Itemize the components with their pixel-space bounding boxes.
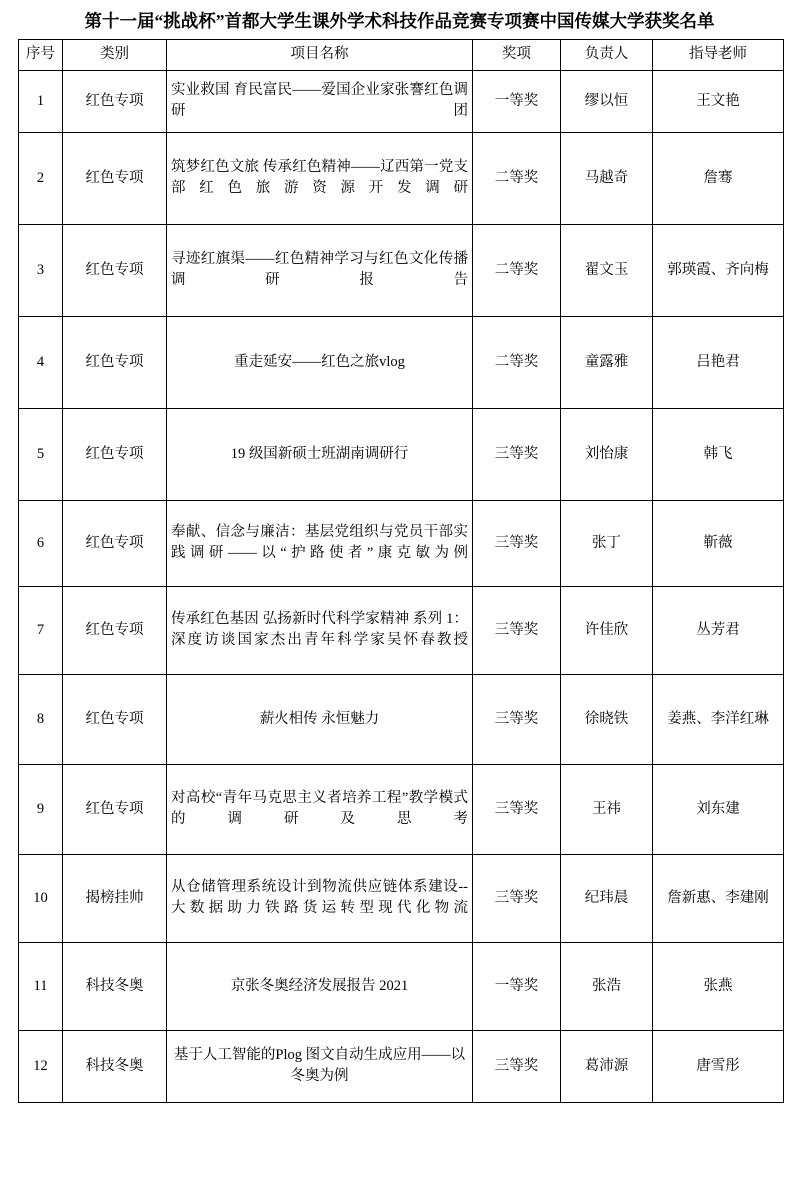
cell-award: 三等奖 xyxy=(473,586,561,674)
cell-project: 重走延安——红色之旅vlog xyxy=(167,316,473,408)
cell-category: 红色专项 xyxy=(63,764,167,854)
cell-award: 三等奖 xyxy=(473,1030,561,1102)
cell-project: 19 级国新硕士班湖南调研行 xyxy=(167,408,473,500)
table-row xyxy=(19,674,784,764)
cell-project: 薪火相传 永恒魅力 xyxy=(167,674,473,764)
cell-index: 2 xyxy=(19,132,63,224)
column-header-index: 序号 xyxy=(19,39,63,70)
table-body xyxy=(19,70,784,1102)
cell-leader: 纪玮晨 xyxy=(561,854,653,942)
cell-index: 3 xyxy=(19,224,63,316)
cell-category: 红色专项 xyxy=(63,586,167,674)
cell-teacher: 吕艳君 xyxy=(653,316,784,408)
cell-index: 10 xyxy=(19,854,63,942)
table-row xyxy=(19,1030,784,1102)
cell-project: 京张冬奥经济发展报告 2021 xyxy=(167,942,473,1030)
cell-leader: 葛沛源 xyxy=(561,1030,653,1102)
cell-leader: 缪以恒 xyxy=(561,70,653,132)
table-header-row xyxy=(19,39,784,70)
column-header-category: 类别 xyxy=(63,39,167,70)
cell-index: 6 xyxy=(19,500,63,586)
cell-leader: 徐晓铁 xyxy=(561,674,653,764)
column-header-leader: 负责人 xyxy=(561,39,653,70)
cell-leader: 翟文玉 xyxy=(561,224,653,316)
cell-award: 二等奖 xyxy=(473,132,561,224)
cell-category: 红色专项 xyxy=(63,224,167,316)
table-row xyxy=(19,224,784,316)
table-row xyxy=(19,586,784,674)
cell-leader: 许佳欣 xyxy=(561,586,653,674)
cell-teacher: 詹新惠、李建刚 xyxy=(653,854,784,942)
cell-project: 实业救国 育民富民——爱国企业家张謇红色调研团 xyxy=(167,70,473,132)
cell-teacher: 丛芳君 xyxy=(653,586,784,674)
cell-category: 红色专项 xyxy=(63,674,167,764)
cell-category: 红色专项 xyxy=(63,70,167,132)
cell-award: 三等奖 xyxy=(473,674,561,764)
cell-award: 一等奖 xyxy=(473,70,561,132)
cell-category: 科技冬奥 xyxy=(63,1030,167,1102)
cell-award: 三等奖 xyxy=(473,500,561,586)
cell-teacher: 唐雪彤 xyxy=(653,1030,784,1102)
cell-index: 11 xyxy=(19,942,63,1030)
cell-category: 红色专项 xyxy=(63,500,167,586)
award-list-table xyxy=(18,39,784,1103)
cell-award: 三等奖 xyxy=(473,854,561,942)
cell-award: 二等奖 xyxy=(473,316,561,408)
column-header-project: 项目名称 xyxy=(167,39,473,70)
page-title: 第十一届“挑战杯”首都大学生课外学术科技作品竞赛专项赛中国传媒大学获奖名单 xyxy=(84,11,715,31)
cell-teacher: 姜燕、李洋红琳 xyxy=(653,674,784,764)
cell-teacher: 詹骞 xyxy=(653,132,784,224)
cell-leader: 王祎 xyxy=(561,764,653,854)
table-header xyxy=(19,39,784,70)
table-row xyxy=(19,408,784,500)
cell-index: 4 xyxy=(19,316,63,408)
cell-teacher: 靳薇 xyxy=(653,500,784,586)
cell-teacher: 张燕 xyxy=(653,942,784,1030)
cell-leader: 刘怡康 xyxy=(561,408,653,500)
cell-index: 5 xyxy=(19,408,63,500)
cell-index: 8 xyxy=(19,674,63,764)
cell-category: 红色专项 xyxy=(63,408,167,500)
cell-project: 寻迹红旗渠——红色精神学习与红色文化传播调研报告 xyxy=(167,224,473,316)
table-row xyxy=(19,70,784,132)
cell-teacher: 王文艳 xyxy=(653,70,784,132)
cell-category: 科技冬奥 xyxy=(63,942,167,1030)
cell-index: 9 xyxy=(19,764,63,854)
cell-teacher: 郭瑛霞、齐向梅 xyxy=(653,224,784,316)
cell-award: 二等奖 xyxy=(473,224,561,316)
cell-project: 从仓储管理系统设计到物流供应链体系建设--大数据助力铁路货运转型现代化物流 xyxy=(167,854,473,942)
table-row xyxy=(19,942,784,1030)
cell-category: 揭榜挂帅 xyxy=(63,854,167,942)
table-row xyxy=(19,132,784,224)
cell-project: 基于人工智能的Plog 图文自动生成应用——以冬奥为例 xyxy=(167,1030,473,1102)
cell-award: 三等奖 xyxy=(473,408,561,500)
cell-teacher: 韩飞 xyxy=(653,408,784,500)
column-header-award: 奖项 xyxy=(473,39,561,70)
column-header-teacher: 指导老师 xyxy=(653,39,784,70)
table-row xyxy=(19,764,784,854)
cell-leader: 张丁 xyxy=(561,500,653,586)
cell-project: 对高校“青年马克思主义者培养工程”教学模式的调研及思考 xyxy=(167,764,473,854)
cell-index: 7 xyxy=(19,586,63,674)
cell-leader: 张浩 xyxy=(561,942,653,1030)
cell-index: 12 xyxy=(19,1030,63,1102)
cell-category: 红色专项 xyxy=(63,132,167,224)
cell-index: 1 xyxy=(19,70,63,132)
cell-award: 三等奖 xyxy=(473,764,561,854)
table-row xyxy=(19,500,784,586)
table-row xyxy=(19,316,784,408)
table-row xyxy=(19,854,784,942)
cell-project: 筑梦红色文旅 传承红色精神——辽西第一党支部红色旅游资源开发调研 xyxy=(167,132,473,224)
cell-award: 一等奖 xyxy=(473,942,561,1030)
cell-leader: 马越奇 xyxy=(561,132,653,224)
cell-teacher: 刘东建 xyxy=(653,764,784,854)
cell-project: 奉献、信念与廉洁：基层党组织与党员干部实践调研——以“护路使者”康克敏为例 xyxy=(167,500,473,586)
cell-leader: 童露雅 xyxy=(561,316,653,408)
cell-project: 传承红色基因 弘扬新时代科学家精神 系列 1：深度访谈国家杰出青年科学家吴怀春教授 xyxy=(167,586,473,674)
cell-category: 红色专项 xyxy=(63,316,167,408)
